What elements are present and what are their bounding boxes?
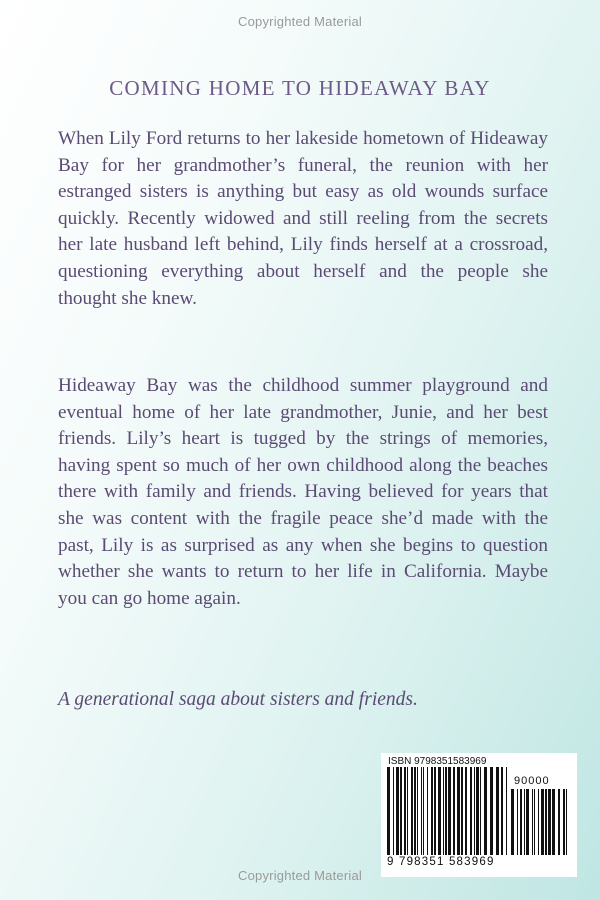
barcode-bar [461, 767, 463, 855]
barcode-bar [457, 767, 460, 855]
barcode-bar [548, 789, 551, 855]
barcode-bar [423, 767, 424, 855]
barcode-bar [443, 767, 444, 855]
barcode-bar [511, 789, 514, 855]
barcode-bar [563, 789, 565, 855]
isbn-barcode [387, 767, 507, 855]
barcode-bar [474, 767, 475, 855]
barcode-bar [414, 767, 416, 855]
barcode-bar [532, 789, 533, 855]
barcode-bar [480, 767, 481, 855]
barcode-bar [438, 767, 441, 855]
barcode-bar [421, 767, 422, 855]
barcode-box [381, 753, 577, 877]
barcode-bar [411, 767, 413, 855]
addon-barcode [511, 789, 571, 869]
barcode-bar [566, 789, 567, 855]
barcode-bar [524, 789, 525, 855]
isbn-digits: 9 798351 583969 [387, 856, 495, 868]
barcode-bar [558, 789, 560, 855]
barcode-bar [434, 767, 436, 855]
barcode-bar [445, 767, 447, 855]
barcode-bar [526, 789, 529, 855]
price-code: 90000 [514, 775, 550, 787]
barcode-bar [387, 767, 390, 855]
barcode-bar [470, 767, 472, 855]
barcode-bar [496, 767, 499, 855]
barcode-bar [538, 789, 539, 855]
barcode-bar [404, 767, 406, 855]
barcode-bar [545, 789, 547, 855]
copyright-watermark-bottom: Copyrighted Material [238, 868, 362, 883]
barcode-bar [427, 767, 428, 855]
barcode-bar [453, 767, 455, 855]
barcode-bar [501, 767, 503, 855]
barcode-bar [396, 767, 399, 855]
barcode-bar [490, 767, 493, 855]
copyright-watermark-top: Copyrighted Material [238, 14, 362, 29]
isbn-label: ISBN 9798351583969 [388, 756, 487, 767]
barcode-bar [484, 767, 487, 855]
barcode-bar [552, 789, 555, 855]
tagline: A generational saga about sisters and friends. [58, 689, 418, 710]
barcode-bar [465, 767, 467, 855]
book-title: COMING HOME TO HIDEAWAY BAY [109, 76, 491, 100]
barcode-bar [431, 767, 433, 855]
barcode-bar [476, 767, 479, 855]
barcode-bar [517, 789, 518, 855]
barcode-bar [534, 789, 535, 855]
barcode-bar [393, 767, 394, 855]
barcode-bar [520, 789, 522, 855]
barcode-bar [407, 767, 408, 855]
barcode-bar [417, 767, 418, 855]
description-paragraph-1: When Lily Ford returns to her lakeside hometown of Hideaway Bay for her grandmother’s funeral, the reunion with her estranged sisters is anything but easy as old wounds surface quickly. Recently widowed and still reeling from the secrets her late husband left behind, Lily finds herself at a crossroad, questioning everything about herself and the people she thought she knew. [58, 128, 548, 309]
barcode-bar [541, 789, 544, 855]
barcode-bar [506, 767, 507, 855]
barcode-bar [400, 767, 402, 855]
description-paragraph-2: Hideaway Bay was the childhood summer playground and eventual home of her late grandmother, Junie, and her best friends. Lily’s heart is tugged by the strings of memories, having spent so much of her own childhood along the beaches there with family and friends. Having believed for years that she was content with the fragile peace she’d made with the past, Lily is as surprised as any when she begins to question whether she wants to return to her life in California. Maybe you can go home again. [58, 375, 548, 609]
barcode-bar [448, 767, 451, 855]
